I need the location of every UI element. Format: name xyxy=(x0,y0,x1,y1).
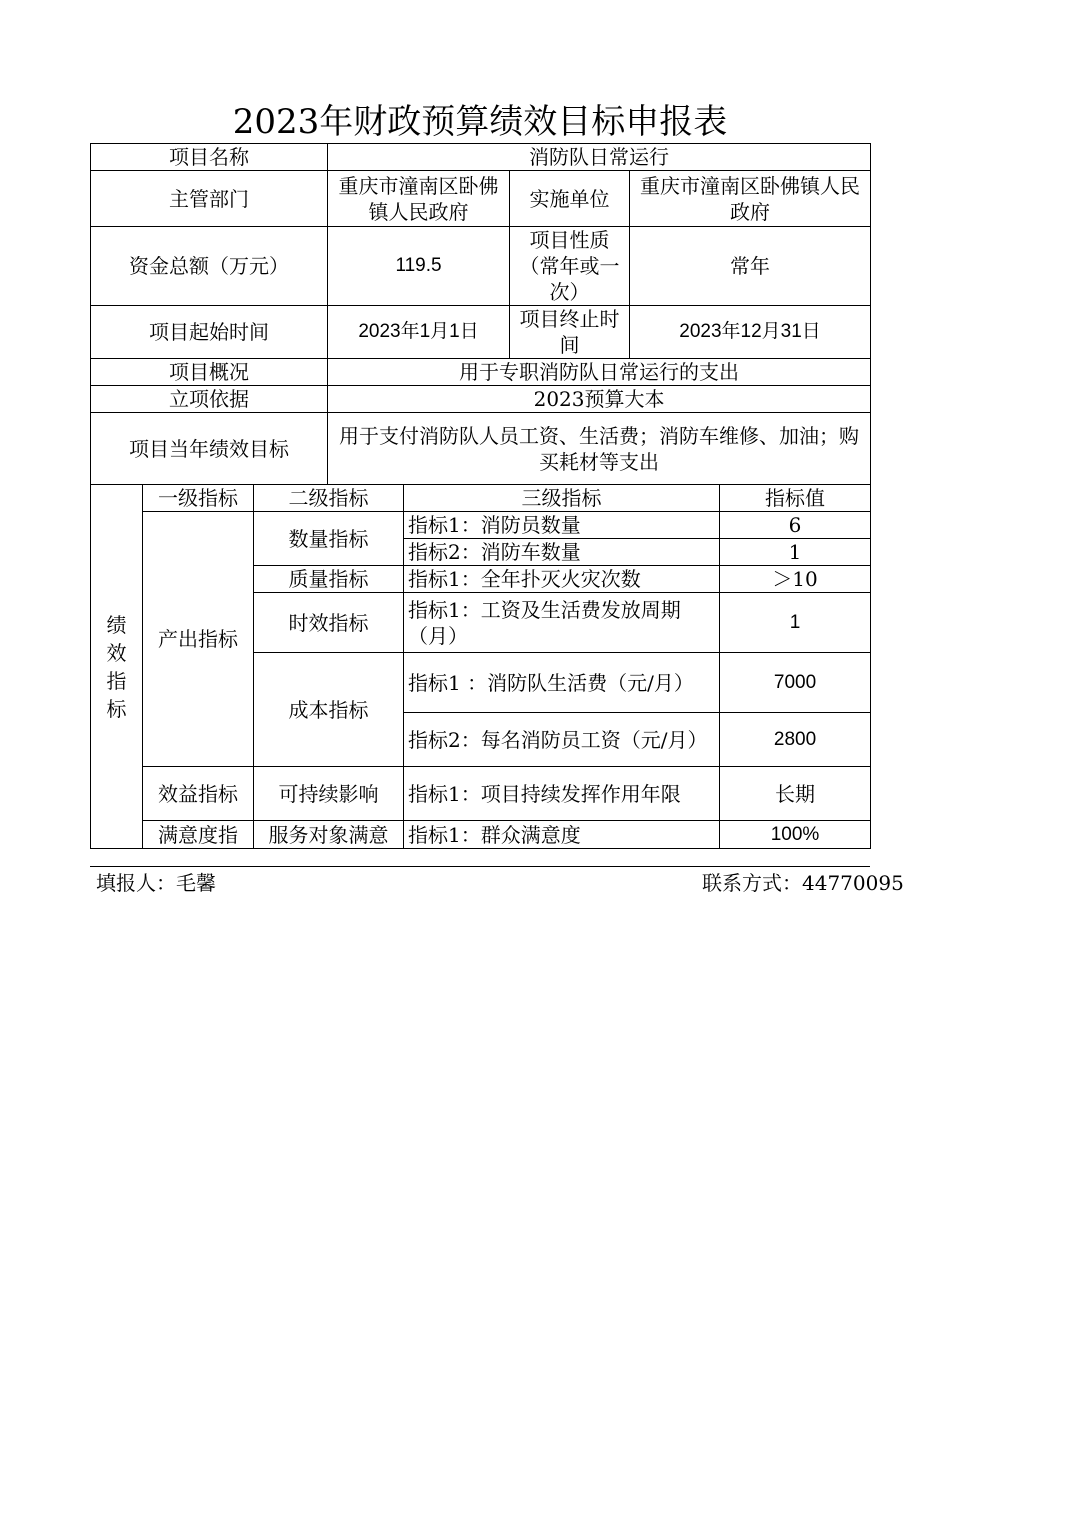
indicator-value: 2800 xyxy=(720,713,871,767)
fund-value: 119.5 xyxy=(328,227,510,306)
goal-label: 项目当年绩效目标 xyxy=(91,413,328,485)
indicator-value: 长期 xyxy=(720,767,871,821)
indicator-name: 指标2：消防车数量 xyxy=(404,539,720,566)
project-name-value: 消防队日常运行 xyxy=(328,144,871,171)
perf-label-cell xyxy=(91,485,143,849)
fund-label: 资金总额（万元） xyxy=(91,227,328,306)
overview-label: 项目概况 xyxy=(91,359,328,386)
indicator-name: 指标1：项目持续发挥作用年限 xyxy=(404,767,720,821)
filler-name: 填报人：毛馨 xyxy=(96,871,216,895)
service-label: 服务对象满意 xyxy=(254,821,404,849)
dept-value: 重庆市潼南区卧佛镇人民政府 xyxy=(328,171,510,227)
header-value: 指标值 xyxy=(720,485,871,512)
header-level1: 一级指标 xyxy=(143,485,254,512)
start-label: 项目起始时间 xyxy=(91,306,328,359)
indicator-value: 1 xyxy=(720,593,871,653)
nature-value: 常年 xyxy=(630,227,871,306)
header-level3: 三级指标 xyxy=(404,485,720,512)
end-label: 项目终止时间 xyxy=(510,306,630,359)
contact-info: 联系方式：44770095 xyxy=(702,871,904,895)
quality-label: 质量指标 xyxy=(254,566,404,593)
quantity-label: 数量指标 xyxy=(254,512,404,566)
impl-unit-label: 实施单位 xyxy=(510,171,630,227)
basis-label: 立项依据 xyxy=(91,386,328,413)
footer-divider xyxy=(90,866,870,867)
perf-label: 绩效指标 xyxy=(106,612,127,721)
indicator-value: 1 xyxy=(720,539,871,566)
start-value: 2023年1月1日 xyxy=(328,306,510,359)
indicator-name: 指标1：工资及生活费发放周期（月） xyxy=(404,593,720,653)
cost-label: 成本指标 xyxy=(254,653,404,767)
dept-label: 主管部门 xyxy=(91,171,328,227)
indicator-name: 指标1：群众满意度 xyxy=(404,821,720,849)
impl-unit-value: 重庆市潼南区卧佛镇人民政府 xyxy=(630,171,871,227)
indicator-value: 100% xyxy=(720,821,871,849)
sustain-label: 可持续影响 xyxy=(254,767,404,821)
indicator-value: ＞10 xyxy=(720,566,871,593)
project-name-label: 项目名称 xyxy=(91,144,328,171)
indicator-value: 7000 xyxy=(720,653,871,713)
header-level2: 二级指标 xyxy=(254,485,404,512)
output-label: 产出指标 xyxy=(143,512,254,767)
nature-label: 项目性质（常年或一次） xyxy=(510,227,630,306)
goal-value: 用于支付消防队人员工资、生活费；消防车维修、加油；购买耗材等支出 xyxy=(328,413,871,485)
satisfaction-label: 满意度指 xyxy=(143,821,254,849)
benefit-label: 效益指标 xyxy=(143,767,254,821)
budget-performance-table xyxy=(90,143,871,849)
page-title: 2023年财政预算绩效目标申报表 xyxy=(232,102,728,142)
indicator-name: 指标1：全年扑灭火灾次数 xyxy=(404,566,720,593)
indicator-name: 指标1：消防员数量 xyxy=(404,512,720,539)
indicator-value: 6 xyxy=(720,512,871,539)
overview-value: 用于专职消防队日常运行的支出 xyxy=(328,359,871,386)
basis-value: 2023预算大本 xyxy=(328,386,871,413)
end-value: 2023年12月31日 xyxy=(630,306,871,359)
timeliness-label: 时效指标 xyxy=(254,593,404,653)
indicator-name: 指标1 ：消防队生活费（元/月） xyxy=(404,653,720,713)
indicator-name: 指标2：每名消防员工资（元/月） xyxy=(404,713,720,767)
